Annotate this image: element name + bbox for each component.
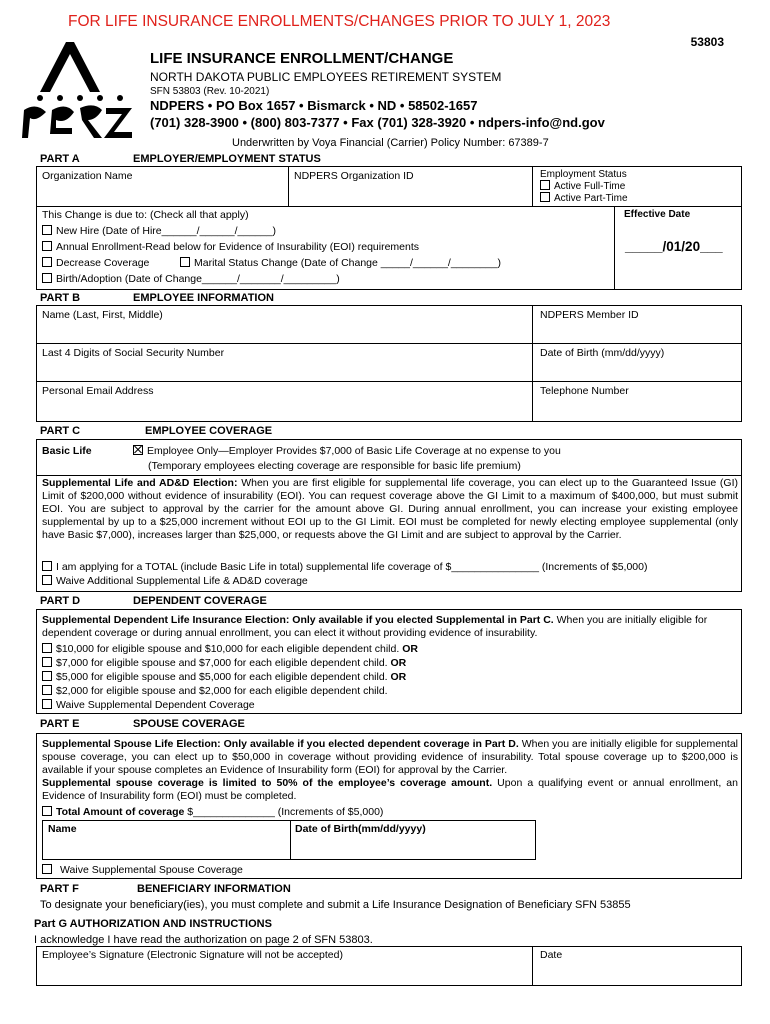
full-time-checkbox[interactable]: [540, 180, 550, 190]
dependent-option-10000[interactable]: $10,000 for eligible spouse and $10,000 for each eligible dependent child. OR: [42, 643, 418, 656]
dob-field[interactable]: Date of Birth (mm/dd/yyyy): [540, 347, 665, 359]
birth-adoption-option[interactable]: Birth/Adoption (Date of Change______/_______/_________): [42, 273, 340, 286]
change-due-label: This Change is due to: (Check all that apply): [42, 209, 249, 221]
ndpers-logo: [22, 40, 134, 142]
basic-life-label: Basic Life: [42, 445, 92, 457]
spouse-name-field[interactable]: Name: [48, 823, 77, 835]
effective-date-label: Effective Date: [624, 209, 691, 220]
underwriter-line: Underwritten by Voya Financial (Carrier) Policy Number: 67389-7: [232, 137, 549, 149]
marital-change-option[interactable]: Marital Status Change (Date of Change _____/______/________): [180, 257, 501, 270]
part-d-label: PART D: [40, 595, 81, 607]
form-title: LIFE INSURANCE ENROLLMENT/CHANGE: [150, 50, 454, 67]
name-field[interactable]: Name (Last, First, Middle): [42, 309, 163, 321]
email-field[interactable]: Personal Email Address: [42, 385, 154, 397]
part-g-title: Part G AUTHORIZATION AND INSTRUCTIONS: [34, 918, 272, 930]
part-c-title: EMPLOYEE COVERAGE: [145, 425, 273, 437]
decrease-coverage-option[interactable]: Decrease Coverage: [42, 257, 149, 270]
part-time-checkbox[interactable]: [540, 192, 550, 202]
part-e-label: PART E: [40, 718, 80, 730]
member-id-field[interactable]: NDPERS Member ID: [540, 309, 639, 321]
dependent-intro: Supplemental Dependent Life Insurance Election: Only available if you elected Supplemental in Part C. When you are initially eligible for dependent coverage or during annual enrollment, you can elect it without providing evidence of insurability.: [42, 614, 708, 639]
contact-info: (701) 328-3900 • (800) 803-7377 • Fax (701) 328-3920 • ndpers-info@nd.gov: [150, 115, 605, 130]
part-b-box: [36, 305, 742, 422]
part-e-title: SPOUSE COVERAGE: [133, 718, 245, 730]
spouse-dob-field[interactable]: Date of Birth(mm/dd/yyyy): [295, 823, 426, 835]
spouse-total-option[interactable]: Total Amount of coverage $______________ (Increments of $5,000): [42, 806, 383, 819]
sfn-number: SFN 53803 (Rev. 10-2021): [150, 86, 270, 97]
signature-field[interactable]: Employee’s Signature (Electronic Signature will not be accepted): [42, 949, 343, 961]
waive-spouse-option[interactable]: Waive Supplemental Spouse Coverage: [42, 864, 243, 877]
banner-notice: FOR LIFE INSURANCE ENROLLMENTS/CHANGES PRIOR TO JULY 1, 2023: [68, 13, 611, 30]
spouse-info-table: [42, 820, 536, 860]
effective-date-field[interactable]: _____/01/20___: [625, 239, 723, 254]
basic-life-checkbox[interactable]: [133, 445, 143, 455]
part-time-option[interactable]: Active Part-Time: [540, 192, 628, 205]
spouse-limit: Supplemental spouse coverage is limited to 50% of the employee’s coverage amount. Upon a qualifying event or annual enrollment, an Evidence of Insurability form (EOI) must be completed.: [42, 777, 738, 802]
supplemental-life-paragraph: Supplemental Life and AD&D Election: When you are first eligible for supplemental life coverage, you can elect up to the Guaranteed Issue (GI) Limit of $200,000 without evidence of insurability (EOI). You can request coverage above the GI Limit to a maximum of $400,000, but must submit EOI. You are subject to approval by the carrier for the amount above GI. During annual enrollment, you can increase your existing employee supplemental by up to a $25,000 increment without EOI up to the GI Limit. EOI must be completed for newly electing employee supplemental (only have Basic $7,000), increases larger than $25,000, or requests above the GI Limit and are subject to approval by the Carrier.: [42, 477, 738, 541]
new-hire-option[interactable]: New Hire (Date of Hire______/______/______): [42, 225, 276, 238]
basic-life-note: (Temporary employees electing coverage are responsible for basic life premium): [148, 460, 521, 472]
part-f-title: BENEFICIARY INFORMATION: [137, 883, 291, 895]
supplemental-amount-option[interactable]: I am applying for a TOTAL (include Basic Life in total) supplemental life coverage of $_______________ (Increments of $5,000): [42, 561, 647, 574]
dependent-option-2000[interactable]: $2,000 for eligible spouse and $2,000 for each eligible dependent child.: [42, 685, 388, 698]
part-c-label: PART C: [40, 425, 81, 437]
org-name-field[interactable]: Organization Name: [42, 170, 133, 182]
waive-supplemental-option[interactable]: Waive Additional Supplemental Life & AD&D coverage: [42, 575, 308, 588]
employment-status-label: Employment Status: [540, 169, 627, 180]
beneficiary-text: To designate your beneficiary(ies), you must complete and submit a Life Insurance Designation of Beneficiary SFN 53855: [40, 899, 631, 911]
part-f-label: PART F: [40, 883, 79, 895]
mailing-address: NDPERS • PO Box 1657 • Bismarck • ND • 58502-1657: [150, 98, 478, 113]
basic-life-option[interactable]: Employee Only—Employer Provides $7,000 of Basic Life Coverage at no expense to you: [133, 445, 561, 458]
org-id-field[interactable]: NDPERS Organization ID: [294, 170, 414, 182]
acknowledgement-text: I acknowledge I have read the authorization on page 2 of SFN 53803.: [34, 934, 373, 946]
spouse-intro: Supplemental Spouse Life Election: Only available if you elected dependent coverage in Part D. When you are initially eligible for supplemental spouse coverage, you can elect up to $50,000 in coverage without providing evidence of insurability. Total spouse coverage up to $200,000 is available if your spouse completes an Evidence of Insurability form (EOI) for approval by the Carrier.: [42, 738, 738, 776]
part-b-title: EMPLOYEE INFORMATION: [133, 292, 274, 304]
part-a-title: EMPLOYER/EMPLOYMENT STATUS: [133, 153, 321, 165]
dependent-option-5000[interactable]: $5,000 for eligible spouse and $5,000 for each eligible dependent child. OR: [42, 671, 406, 684]
waive-dependent-option[interactable]: Waive Supplemental Dependent Coverage: [42, 699, 255, 712]
part-b-label: PART B: [40, 292, 81, 304]
signature-date-field[interactable]: Date: [540, 949, 563, 961]
annual-enrollment-option[interactable]: Annual Enrollment-Read below for Evidence of Insurability (EOI) requirements: [42, 241, 419, 254]
form-number: 53803: [690, 35, 724, 49]
ssn-field[interactable]: Last 4 Digits of Social Security Number: [42, 347, 225, 359]
part-a-label: PART A: [40, 153, 80, 165]
part-d-title: DEPENDENT COVERAGE: [133, 595, 267, 607]
full-time-option[interactable]: Active Full-Time: [540, 180, 625, 193]
agency-name: NORTH DAKOTA PUBLIC EMPLOYEES RETIREMENT SYSTEM: [150, 70, 502, 84]
phone-field[interactable]: Telephone Number: [540, 385, 629, 397]
dependent-option-7000[interactable]: $7,000 for eligible spouse and $7,000 for each eligible dependent child. OR: [42, 657, 406, 670]
logo-text: PERS: [22, 40, 25, 41]
